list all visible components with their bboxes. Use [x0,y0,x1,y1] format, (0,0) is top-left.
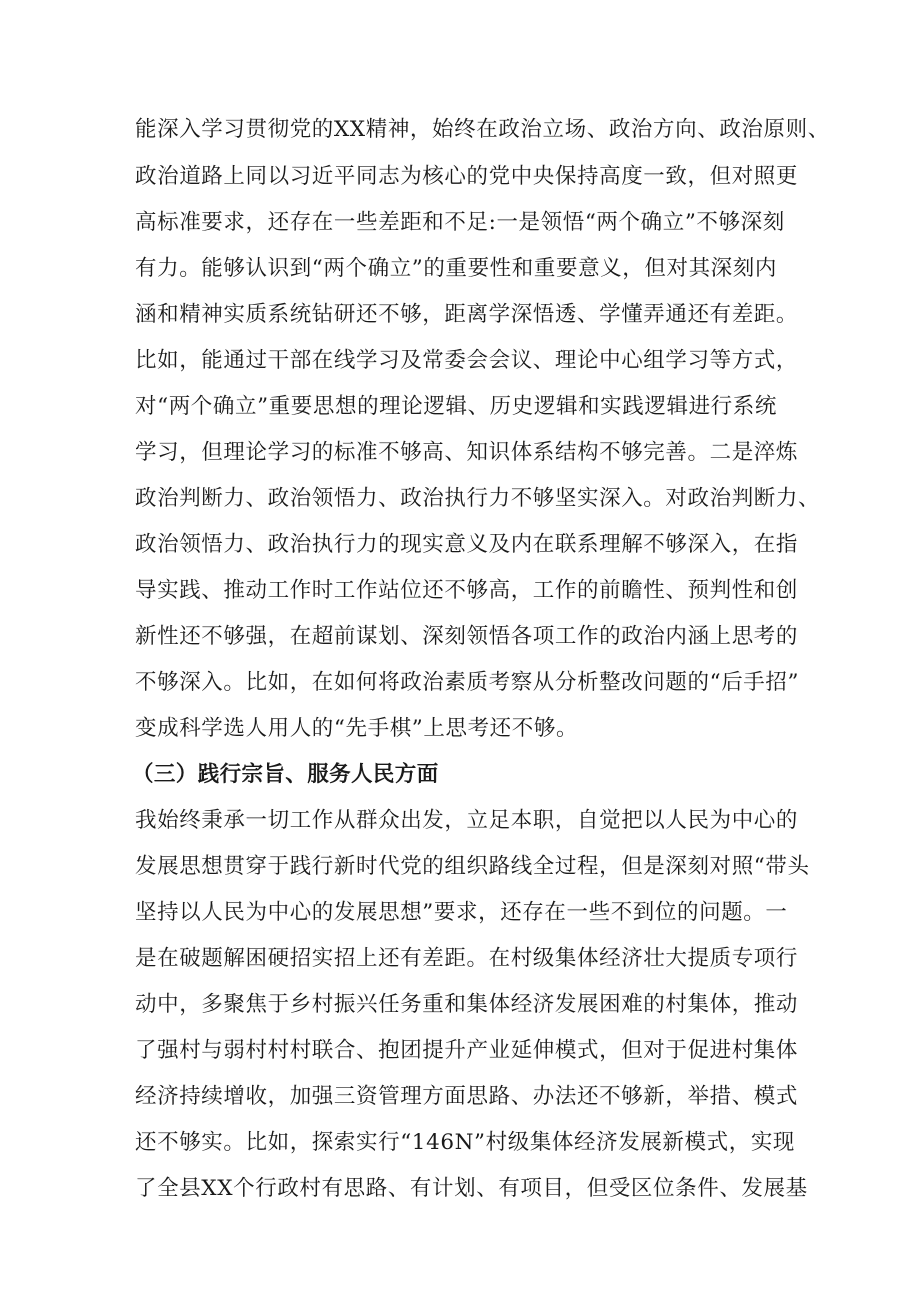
text-line: 有力。能够认识到“两个确立”的重要性和重要意义，但对其深刻内 [135,256,777,281]
text-line: 不够深入。比如，在如何将政治素质考察从分析整改问题的“后手招” [135,670,800,695]
text-line: 政治道路上同以习近平同志为核心的党中央保持高度一致，但对照更 [135,164,799,189]
text-line: 是在破题解困硬招实招上还有差距。在村级集体经济壮大提质专项行 [135,946,799,971]
text-line: 了全县XX个行政村有思路、有计划、有项目，但受区位条件、发展基 [135,1176,808,1201]
text-line: 动中，多聚焦于乡村振兴任务重和集体经济发展困难的村集体，推动 [135,992,799,1017]
section-heading: （三）践行宗旨、服务人民方面 [132,762,439,787]
text-line: 涵和精神实质系统钻研还不够，距离学深悟透、学懂弄通还有差距。 [135,302,799,327]
text-line: 新性还不够强，在超前谋划、深刻领悟各项工作的政治内涵上思考的 [135,624,799,649]
text-line: 发展思想贯穿于践行新时代党的组织路线全过程，但是深刻对照“带头 [135,854,810,879]
text-line: 经济持续增收，加强三资管理方面思路、办法还不够新，举措、模式 [135,1084,799,1109]
text-line: 还不够实。比如，探索实行“146N”村级集体经济发展新模式，实现 [135,1130,796,1155]
text-line: 能深入学习贯彻党的XX精神，始终在政治立场、政治方向、政治原则、 [135,117,830,142]
text-line: 政治领悟力、政治执行力的现实意义及内在联系理解不够深入，在指 [135,532,799,557]
text-line: 我始终秉承一切工作从群众出发，立足本职，自觉把以人民为中心的 [135,808,799,833]
text-line: 了强村与弱村村村联合、抱团提升产业延伸模式，但对于促进村集体 [135,1038,799,1063]
text-line: 政治判断力、政治领悟力、政治执行力不够坚实深入。对政治判断力、 [135,486,821,511]
text-line: 对“两个确立”重要思想的理论逻辑、历史逻辑和实践逻辑进行系统 [135,394,777,419]
text-line: 坚持以人民为中心的发展思想”要求，还存在一些不到位的问题。一 [135,900,788,925]
text-line: 高标准要求，还存在一些差距和不足:一是领悟“两个确立”不够深刻 [135,210,785,235]
text-line: 导实践、推动工作时工作站位还不够高，工作的前瞻性、预判性和创 [135,578,799,603]
text-line: 比如，能通过干部在线学习及常委会会议、理论中心组学习等方式， [135,348,799,373]
text-line: 学习，但理论学习的标准不够高、知识体系结构不够完善。二是淬炼 [135,440,799,465]
text-line: 变成科学选人用人的“先手棋”上思考还不够。 [135,716,579,741]
